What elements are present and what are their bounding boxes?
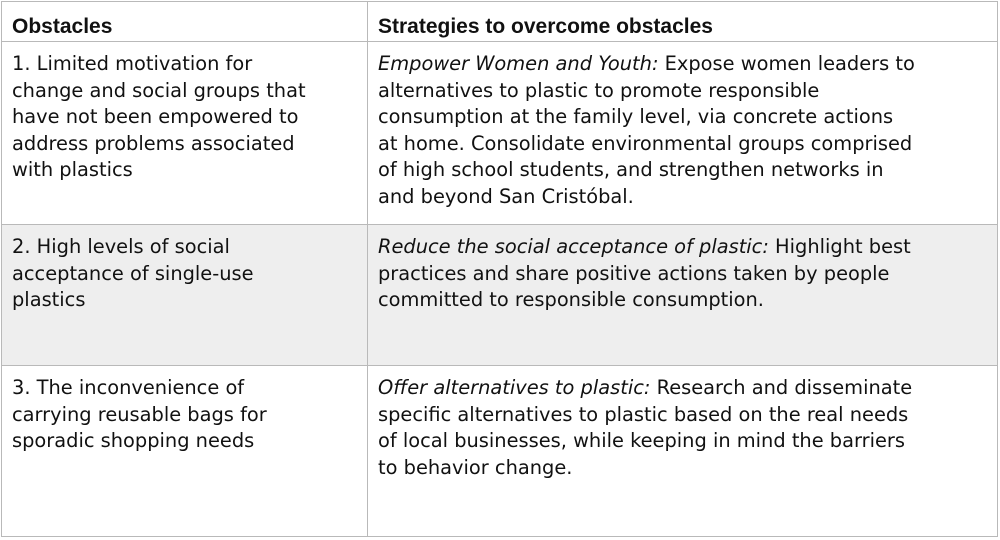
- strategy-cell: [368, 225, 998, 366]
- obstacle-text: 1. Limited motivation for change and social groups that have not been empowered to address problems associated with plastics: [12, 52, 306, 181]
- strategy-cell: [368, 366, 998, 537]
- table-row: [2, 225, 998, 366]
- obstacle-cell: [2, 366, 368, 537]
- table-header: [2, 2, 998, 42]
- table-body: [2, 42, 998, 537]
- strategy-content: [378, 370, 987, 481]
- strategy-title: Reduce the social acceptance of plastic:: [378, 235, 769, 259]
- strategy-cell: [368, 42, 998, 225]
- obstacle-cell: [2, 225, 368, 366]
- obstacles-strategies-table: [1, 1, 998, 537]
- strategy-title: Offer alternatives to plastic:: [378, 376, 651, 400]
- header-obstacles: Obstacles: [2, 2, 368, 42]
- strategy-content: [378, 46, 987, 210]
- header-row: [2, 2, 998, 42]
- table-row: [2, 42, 998, 225]
- obstacle-cell: [2, 42, 368, 225]
- strategy-content: [378, 229, 987, 314]
- strategy-title: Empower Women and Youth:: [378, 52, 659, 75]
- strategy-text: Highlight best practices and share positive actions taken by people committed to responsible consumption.: [378, 235, 911, 312]
- obstacle-text: 2. High levels of social acceptance of single-use plastics: [12, 235, 254, 312]
- strategy-text: Expose women leaders to alternatives to plastic to promote responsible consumption at the family level, via concrete actions at home. Consolidate environmental groups comprised of high school students, and strengthen networks in and beyond San Cristóbal.: [378, 52, 915, 208]
- header-strategies: Strategies to overcome obstacles: [368, 2, 998, 42]
- table-row: [2, 366, 998, 537]
- strategy-text: Research and disseminate specific alternatives to plastic based on the real needs of local businesses, while keeping in mind the barriers to behavior change.: [378, 376, 913, 479]
- obstacle-text: 3. The inconvenience of carrying reusable bags for sporadic shopping needs: [12, 376, 267, 453]
